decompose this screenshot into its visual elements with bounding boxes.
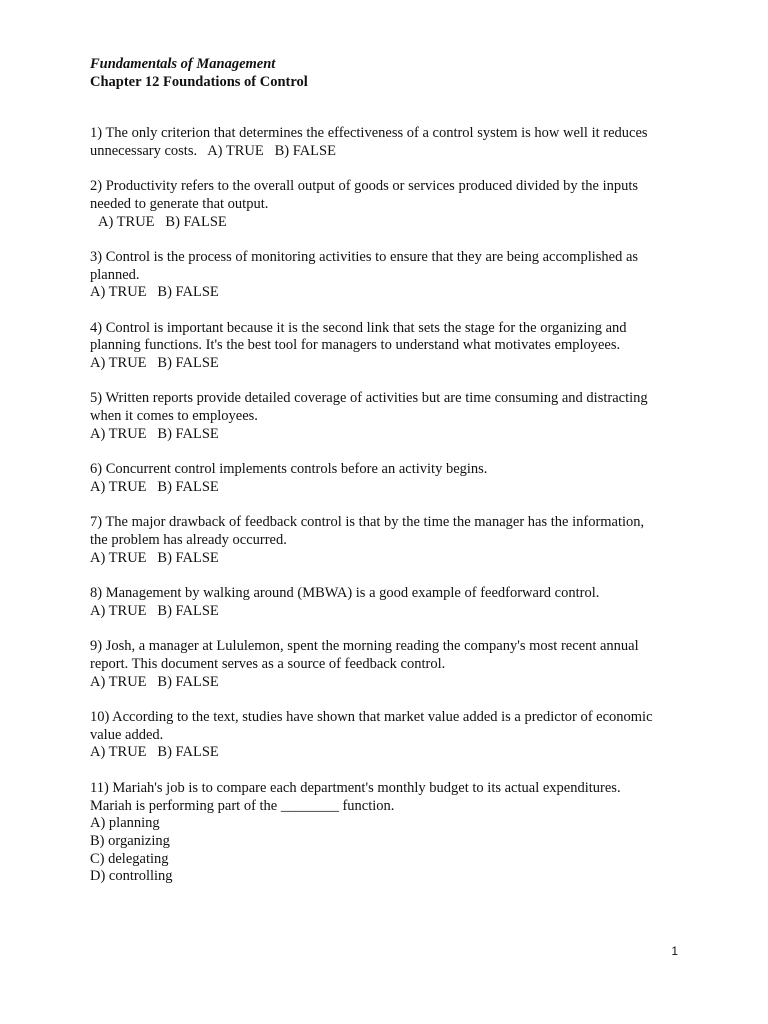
question-text-line: 2) Productivity refers to the overall output of goods or services produced divided by the inputs xyxy=(90,178,639,195)
chapter-title: Chapter 12 Foundations of Control xyxy=(90,74,308,90)
answer-option: C) delegating xyxy=(90,850,169,867)
question-text-line: 3) Control is the process of monitoring activities to ensure that they are being accomplished as xyxy=(90,248,639,265)
question-3 xyxy=(90,249,690,302)
question-text-line: 5) Written reports provide detailed coverage of activities but are time consuming and distracting xyxy=(90,390,648,407)
answer-option: B) organizing xyxy=(90,832,170,849)
answer-choices: A) TRUE B) FALSE xyxy=(98,213,227,230)
answer-choices: A) TRUE B) FALSE xyxy=(90,673,219,690)
question-1 xyxy=(90,125,690,160)
question-9 xyxy=(90,638,690,691)
answer-choices: A) TRUE B) FALSE xyxy=(207,142,336,159)
question-4 xyxy=(90,320,690,373)
question-text-line: 10) According to the text, studies have shown that market value added is a predictor of economic xyxy=(90,709,653,726)
question-text-line: report. This document serves as a source of feedback control. xyxy=(90,655,446,672)
question-7 xyxy=(90,514,690,567)
question-text-line: 9) Josh, a manager at Lululemon, spent the morning reading the company's most recent annual xyxy=(90,638,639,655)
answer-option: D) controlling xyxy=(90,868,173,885)
question-11 xyxy=(90,780,690,886)
answer-option: A) planning xyxy=(90,815,160,832)
question-6 xyxy=(90,461,690,496)
question-2 xyxy=(90,178,690,231)
answer-choices: A) TRUE B) FALSE xyxy=(90,478,219,495)
answer-choices: A) TRUE B) FALSE xyxy=(90,284,219,301)
question-text-line: 11) Mariah's job is to compare each department's monthly budget to its actual expenditures. xyxy=(90,779,621,796)
question-8 xyxy=(90,585,690,620)
question-text-line: 8) Management by walking around (MBWA) is a good example of feedforward control. xyxy=(90,585,600,602)
book-title: Fundamentals of Management xyxy=(90,56,276,72)
question-10 xyxy=(90,709,690,762)
page-content xyxy=(90,55,690,904)
question-text-line: 6) Concurrent control implements controls before an activity begins. xyxy=(90,461,488,478)
answer-choices: A) TRUE B) FALSE xyxy=(90,355,219,372)
question-text-line: value added. xyxy=(90,726,164,743)
question-text-line: planning functions. It's the best tool for managers to understand what motivates employees. xyxy=(90,337,621,354)
answer-choices: A) TRUE B) FALSE xyxy=(90,602,219,619)
question-text-line: when it comes to employees. xyxy=(90,408,258,425)
question-text-line: 7) The major drawback of feedback control is that by the time the manager has the information, xyxy=(90,514,645,531)
question-text-line: the problem has already occurred. xyxy=(90,532,287,549)
answer-choices: A) TRUE B) FALSE xyxy=(90,425,219,442)
question-text-line: planned. xyxy=(90,266,140,283)
question-text-line: 4) Control is important because it is the second link that sets the stage for the organizing and xyxy=(90,319,627,336)
page-number: 1 xyxy=(671,944,678,958)
question-text-line: unnecessary costs. A) TRUE B) FALSE xyxy=(90,142,336,159)
question-text-line: Mariah is performing part of the ________ function. xyxy=(90,797,395,814)
question-5 xyxy=(90,390,690,443)
answer-choices: A) TRUE B) FALSE xyxy=(90,744,219,761)
question-text-line: 1) The only criterion that determines the effectiveness of a control system is how well it reduces xyxy=(90,125,648,141)
question-text-line: needed to generate that output. xyxy=(90,195,269,212)
answer-choices: A) TRUE B) FALSE xyxy=(90,549,219,566)
